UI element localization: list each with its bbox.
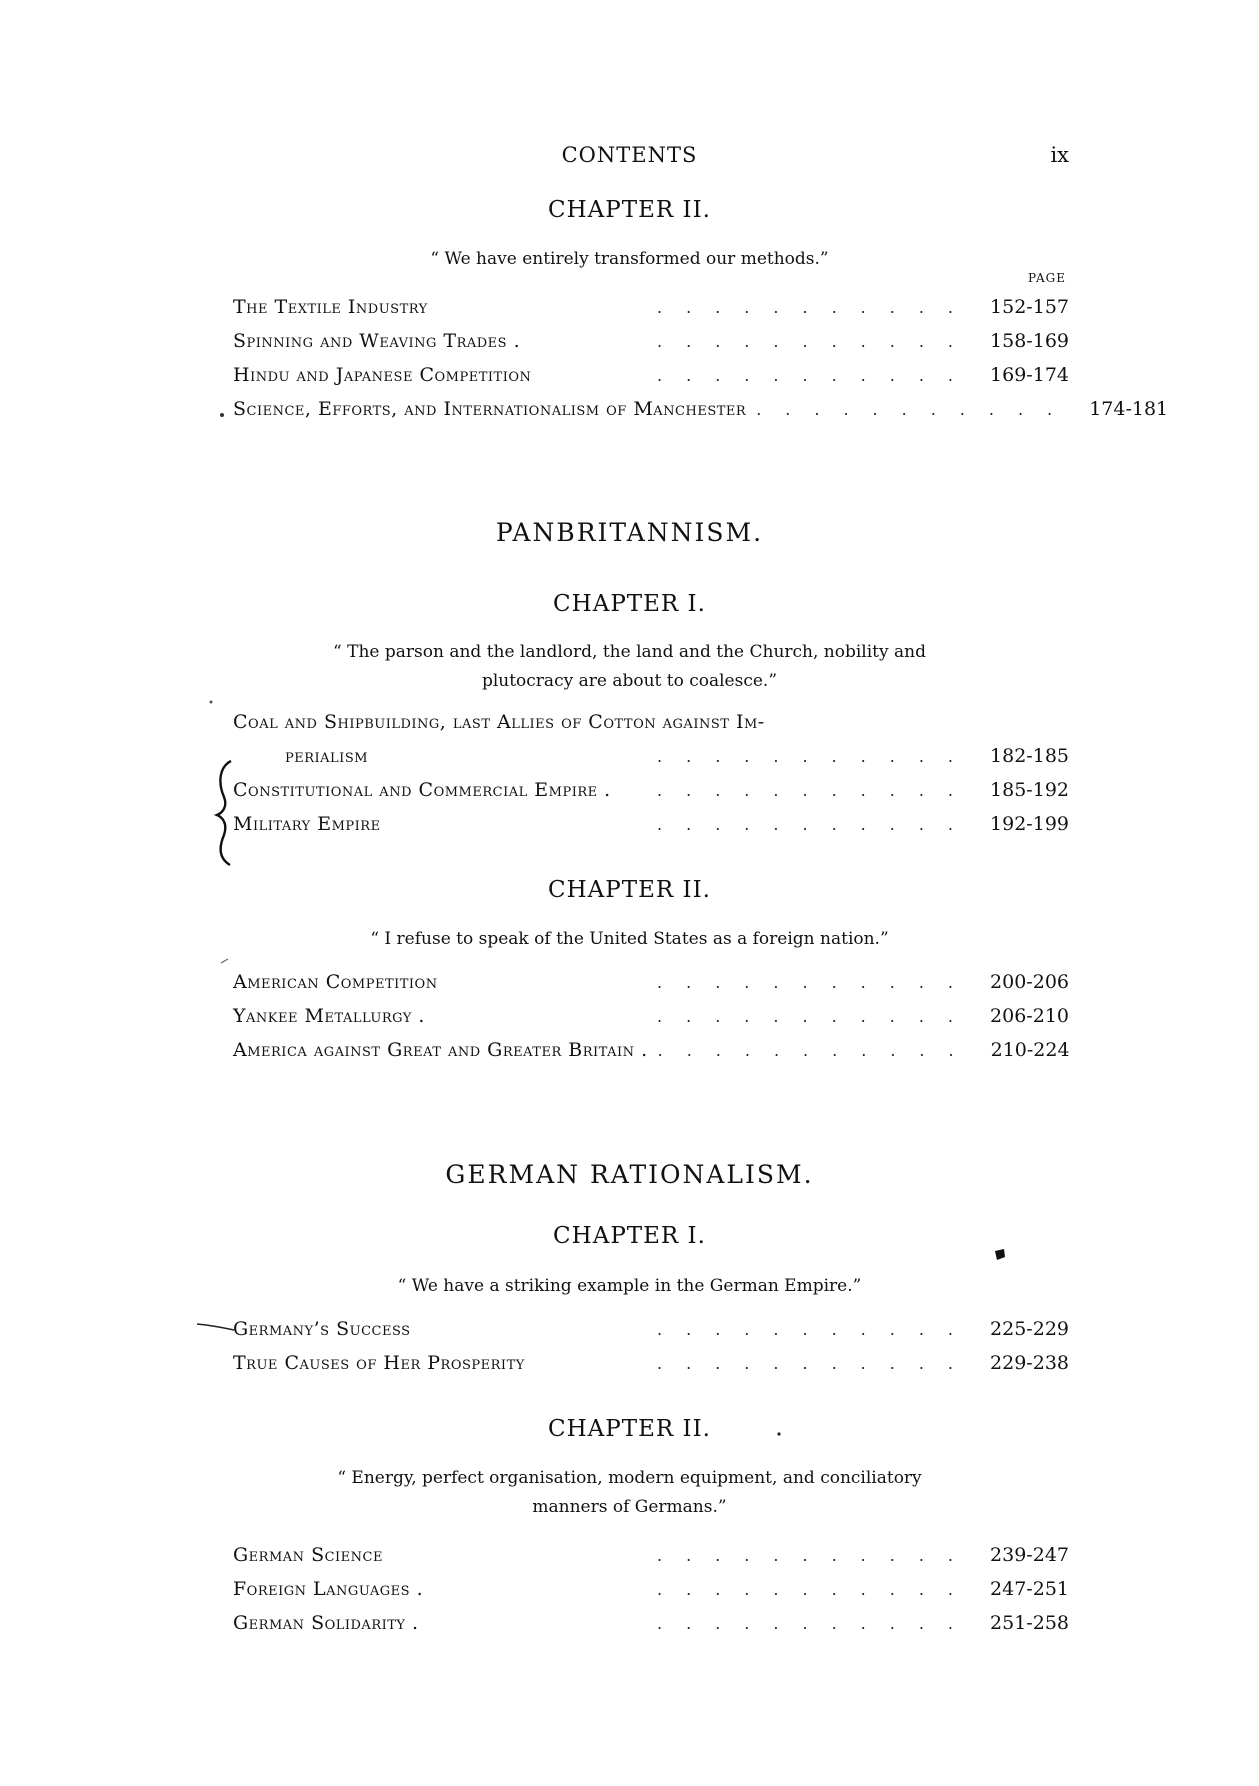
ink-speck (775, 1430, 783, 1438)
leader-dots: ........... (657, 815, 977, 834)
chapter-heading: CHAPTER I. (553, 1223, 706, 1249)
toc-entry[interactable] (233, 1578, 1069, 1608)
leader-dots: ........... (657, 366, 977, 385)
toc-entry-continued[interactable] (285, 745, 1069, 775)
toc-entry-pages: 229-238 (990, 1352, 1069, 1374)
leader-dots: ........... (657, 973, 977, 992)
page-column-label: PAGE (1028, 271, 1066, 285)
toc-entry[interactable] (233, 1318, 1069, 1348)
toc-entry-title: America against Great and Greater Britain . (233, 1039, 648, 1061)
toc-entry-pages: 225-229 (990, 1318, 1069, 1340)
pen-stroke-mark (196, 1322, 236, 1332)
toc-entry[interactable] (233, 813, 1069, 843)
chapter-epigraph: “ I refuse to speak of the United States as a foreign nation.” (370, 929, 889, 949)
toc-entry[interactable] (233, 1039, 1069, 1069)
toc-entry[interactable] (233, 779, 1069, 809)
toc-entry-title: The Textile Industry (233, 296, 428, 318)
toc-entry-title: Constitutional and Commercial Empire . (233, 779, 611, 801)
toc-entry-pages: 174-181 (1089, 398, 1169, 420)
chapter-epigraph: “ The parson and the landlord, the land and the Church, nobility and (333, 642, 926, 662)
toc-entry[interactable] (233, 296, 1069, 326)
toc-entry[interactable] (233, 1612, 1069, 1642)
toc-entry-title: American Competition (233, 971, 438, 993)
toc-entry-pages: 206-210 (990, 1005, 1069, 1027)
leader-dots: ........... (657, 332, 977, 351)
toc-entry-title: German Solidarity . (233, 1612, 419, 1634)
chapter-epigraph: “ We have entirely transformed our methods.” (430, 249, 829, 269)
leader-dots: ........... (657, 1320, 977, 1339)
toc-entry-pages: 182-185 (990, 745, 1069, 767)
toc-entry-pages: 192-199 (990, 813, 1069, 835)
chapter-heading: CHAPTER II. (548, 197, 711, 223)
toc-entry[interactable] (233, 711, 1069, 741)
toc-entry-pages: 185-192 (990, 779, 1069, 801)
leader-dots: ........... (657, 1580, 977, 1599)
chapter-epigraph-cont: manners of Germans.” (532, 1497, 727, 1517)
leader-dots: ........... (657, 1354, 977, 1373)
leader-dots: ........... (657, 781, 977, 800)
ink-speck (220, 957, 230, 965)
handwritten-brace-mark (214, 757, 234, 867)
chapter-epigraph: “ We have a striking example in the German Empire.” (397, 1276, 862, 1296)
chapter-epigraph: “ Energy, perfect organisation, modern equipment, and conciliatory (337, 1468, 922, 1488)
ink-speck (993, 1248, 1007, 1262)
toc-entry-title: Foreign Languages . (233, 1578, 424, 1600)
toc-entry[interactable] (233, 330, 1069, 360)
toc-entry-title: True Causes of Her Prosperity (233, 1352, 525, 1374)
toc-entry[interactable] (233, 398, 1169, 428)
toc-entry-title: German Science (233, 1544, 383, 1566)
page-number: ix (1050, 143, 1069, 167)
running-header (0, 143, 1259, 177)
part-title: GERMAN RATIONALISM. (445, 1160, 814, 1189)
leader-dots: ........... (657, 1007, 977, 1026)
toc-entry-pages: 158-169 (990, 330, 1069, 352)
toc-entry-pages: 210-224 (990, 1039, 1070, 1061)
toc-entry-title: Germany’s Success (233, 1318, 411, 1340)
ink-speck (218, 412, 226, 418)
toc-entry-pages: 169-174 (990, 364, 1069, 386)
leader-dots: ........... (756, 400, 1077, 419)
leader-dots: ........... (657, 1041, 978, 1060)
toc-entry-pages: 200-206 (990, 971, 1069, 993)
leader-dots: ........... (657, 1546, 977, 1565)
toc-entry-pages: 251-258 (990, 1612, 1069, 1634)
toc-entry[interactable] (233, 971, 1069, 1001)
toc-entry-title: Science, Efforts, and Internationalism of Manchester (233, 398, 747, 420)
chapter-heading: CHAPTER I. (553, 591, 706, 617)
toc-entry-title: Coal and Shipbuilding, last Allies of Cotton against Im- (233, 711, 765, 733)
ink-speck (208, 699, 214, 705)
chapter-epigraph-cont: plutocracy are about to coalesce.” (481, 671, 778, 691)
toc-entry[interactable] (233, 1005, 1069, 1035)
leader-dots: ........... (657, 298, 977, 317)
toc-entry-title: Spinning and Weaving Trades . (233, 330, 521, 352)
chapter-heading: CHAPTER II. (548, 877, 711, 903)
toc-entry[interactable] (233, 1544, 1069, 1574)
toc-entry[interactable] (233, 1352, 1069, 1382)
toc-entry-title-cont: perialism (285, 745, 369, 767)
toc-entry-title: Military Empire (233, 813, 381, 835)
leader-dots: ........... (657, 747, 977, 766)
leader-dots: ........... (657, 1614, 977, 1633)
toc-entry-pages: 247-251 (990, 1578, 1069, 1600)
toc-entry-title: Hindu and Japanese Competition (233, 364, 532, 386)
part-title: PANBRITANNISM. (495, 518, 764, 547)
toc-entry-pages: 152-157 (990, 296, 1069, 318)
toc-entry[interactable] (233, 364, 1069, 394)
running-title: CONTENTS (561, 143, 698, 167)
chapter-heading: CHAPTER II. (548, 1416, 711, 1442)
toc-entry-pages: 239-247 (990, 1544, 1069, 1566)
toc-entry-title: Yankee Metallurgy . (233, 1005, 425, 1027)
